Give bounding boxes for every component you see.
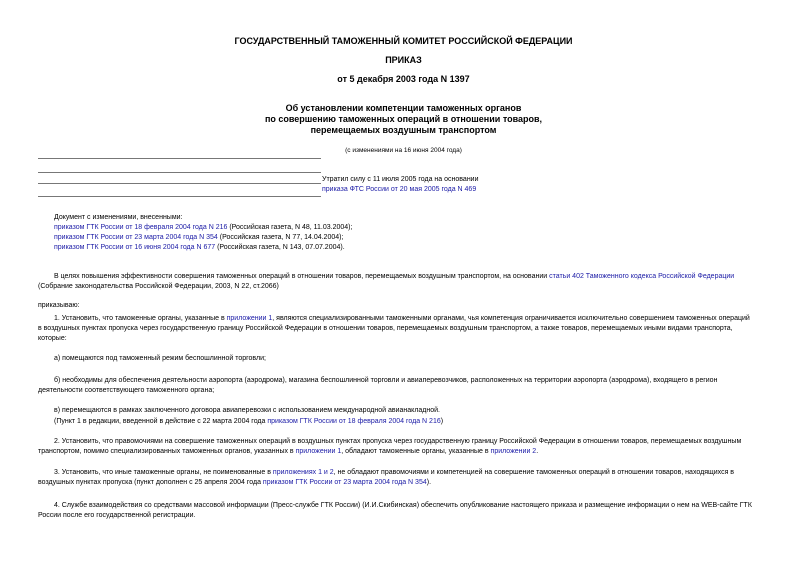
appendix-link[interactable]: приложении 1 (295, 448, 342, 455)
paragraph (54, 314, 750, 323)
list-item: б) необходимы для обеспечения деятельности аэропорта (аэродрома), магазина беспошлинной торговли и авиаперевозчиков, расположенных на территории аэропорта (аэродрома), входящего в регион (54, 377, 718, 384)
appendix-link[interactable]: приложении 2 (490, 448, 537, 455)
expired-note: Утратил силу с 11 июля 2005 года на основании (322, 176, 479, 183)
change-link[interactable]: приказом ГТК России от 23 марта 2004 года N 354 (54, 234, 218, 241)
amendments-note: (с изменениями на 16 июня 2004 года) (345, 147, 462, 154)
paragraph-text: воздушных пунктах пропуска (пункт дополнен с 25 апреля 2004 года (38, 479, 263, 486)
appendix-link[interactable]: приложениях 1 и 2 (272, 469, 334, 476)
change-source: (Российская газета, N 143, 07.07.2004). (215, 244, 345, 251)
issuing-authority: ГОСУДАРСТВЕННЫЙ ТАМОЖЕННЫЙ КОМИТЕТ РОССИЙСКОЙ ФЕДЕРАЦИИ (234, 36, 573, 46)
paragraph-text: транспортом, помимо специализированных таможенных органов, указанных в (38, 448, 296, 455)
order-word: приказываю: (38, 302, 80, 309)
note-text: (Пункт 1 в редакции, введенной в действие с 22 марта 2004 года (54, 418, 268, 425)
title-line: перемещаемых воздушным транспортом (310, 125, 497, 135)
paragraph-text: ). (426, 479, 432, 486)
note-text: ) (440, 418, 444, 425)
document-title (0, 103, 807, 136)
paragraph-text: (Собрание законодательства Российской Федерации, 2003, N 22, ст.2066) (38, 283, 279, 290)
paragraph (54, 272, 734, 281)
paragraph-text: которые: (38, 335, 67, 342)
title-line: Об установлении компетенции таможенных органов (285, 103, 522, 113)
paragraph-text: 4. Службе взаимодействия со средствами массовой информации (Пресс-службе ГТК России) (И.И.Скибинская) обеспечить опубликование настоящего приказа и размещение информации о нем на WEB-сайте ГТК (54, 502, 752, 509)
expired-basis-link[interactable]: приказа ФТС России от 20 мая 2005 года N 469 (322, 186, 477, 193)
document-date-number: от 5 декабря 2003 года N 1397 (337, 74, 470, 84)
change-link[interactable]: приказом ГТК России от 16 июня 2004 года N 677 (54, 244, 216, 251)
list-item: а) помещаются под таможенный режим беспошлинной торговли; (54, 355, 266, 362)
paragraph-text: в воздушных пунктах пропуска через государственную границу Российской Федерации в отношении товаров, перемещаемых воздушным транспортом, а также товаров, перемещаемых иными видами транспорта, (38, 325, 733, 332)
divider (38, 183, 321, 184)
change-source: (Российская газета, N 77, 14.04.2004); (217, 234, 344, 241)
title-line: по совершению таможенных операций в отношении товаров, (264, 114, 543, 124)
revision-note (54, 417, 443, 426)
code-article-link[interactable]: статьи 402 Таможенного кодекса Российской Федерации (549, 273, 735, 280)
paragraph (38, 447, 538, 456)
paragraph-text: 3. Установить, что иные таможенные органы, не поименованные в (54, 469, 273, 476)
list-item-continuation: деятельности соответствующего таможенного органа; (38, 387, 215, 394)
appendix-link[interactable]: приложении 1 (226, 315, 273, 322)
change-item (54, 223, 352, 232)
changes-intro: Документ с изменениями, внесенными: (54, 214, 183, 221)
paragraph (38, 478, 431, 487)
paragraph-text: 2. Установить, что правомочиями на совершение таможенных операций в воздушных пунктах пропуска через государственную границу Российской Федерации в отношении товаров, перемещаемых воздушным (54, 438, 742, 445)
order-link[interactable]: приказом ГТК России от 18 февраля 2004 года N 216 (267, 418, 441, 425)
paragraph-text: России после его государственной регистрации. (38, 512, 196, 519)
paragraph (54, 468, 734, 477)
paragraph-text: В целях повышения эффективности совершения таможенных операций в отношении товаров, перемещаемых воздушным транспортом, на основании (54, 273, 550, 280)
paragraph-text: , являются специализированными таможенными органами, чья компетенция ограничивается исключительно совершением таможенных операций (272, 315, 750, 322)
paragraph-text: 1. Установить, что таможенные органы, указанные в (54, 315, 227, 322)
paragraph-text: , обладают таможенные органы, указанные в (341, 448, 491, 455)
order-link[interactable]: приказом ГТК России от 23 марта 2004 года N 354 (262, 479, 427, 486)
paragraph-text: . (536, 448, 539, 455)
change-link[interactable]: приказом ГТК России от 18 февраля 2004 года N 216 (54, 224, 228, 231)
change-item (54, 233, 343, 242)
list-item: в) перемещаются в рамках заключенного договора авиаперевозки с использованием международной авианакладной. (54, 407, 440, 414)
divider (38, 196, 321, 197)
paragraph-text: , не обладают правомочиями и компетенцией на совершение таможенных операций в отношении товаров, находящихся в (333, 469, 735, 476)
divider (38, 158, 321, 159)
divider (38, 172, 321, 173)
document-type: ПРИКАЗ (385, 55, 422, 65)
change-source: (Российская газета, N 48, 11.03.2004); (227, 224, 353, 231)
change-item (54, 243, 345, 252)
